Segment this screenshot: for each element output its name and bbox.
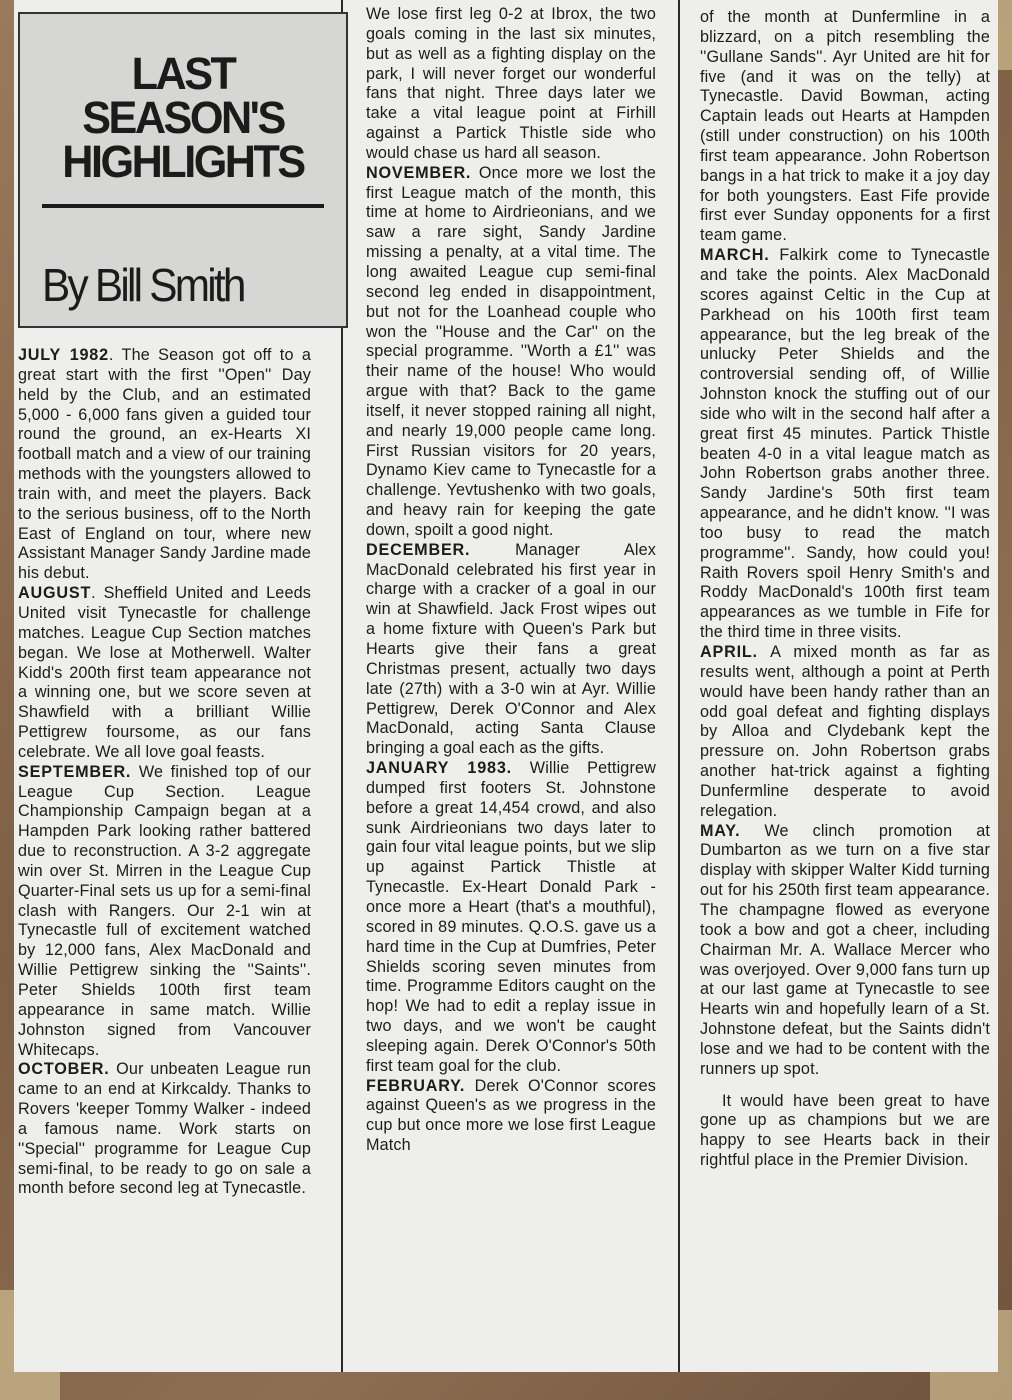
- month-heading: JULY 1982: [18, 346, 109, 364]
- paragraph-january: [366, 759, 656, 1077]
- month-heading: DECEMBER.: [366, 540, 471, 559]
- article-column-2: [366, 5, 656, 1156]
- paragraph-april: [700, 643, 990, 822]
- month-heading: APRIL.: [700, 643, 758, 661]
- paragraph-text: A mixed month as far as results went, although a point at Perth would have been handy rather than an odd goal defeat and fighting displays by Alloa and Clydebank kept the pressure on. John Robertson grabs another hat-trick against a fighting Dunfermline desperate to avoid relegation.: [700, 643, 990, 820]
- paragraph-text: Once more we lost the first League match of the month, this time at home to Airdrieonians, and we saw a rare sight, Sandy Jardine missing a penalty, at a vital time. The long awaited League cup semi-final second leg ended in disappointment, but not for the Loanhead couple who won the ''House and the Car'' on the special programme. ''Worth a £1'' was their name of the house! Who would argue with that? Back to the game itself, it never stopped raining all night, and nearly 19,000 people came long. First Russian visitors for 20 years, Dynamo Kiev came to Tynecastle for a challenge. Yevtushenko with two goals, and heavy rain for keeping the gate down, spoilt a good night.: [366, 163, 656, 539]
- paragraph-text: of the month at Dunfermline in a blizzard, on a pitch resembling the ''Gullane Sands''. Ayr United are hit for five (and it was on the telly) at Tynecastle. David Bowman, acting Captain leads out Hearts at Hampden (still under construction) on his 100th first team appearance. John Robertson bangs in a hat trick to make it a joy day for both youngsters. East Fife provide first ever Sunday opponents for a first team game.: [700, 8, 990, 245]
- paragraph-text: . The Season got off to a great start with the first ''Open'' Day held by the Club, and an estimated 5,000 - 6,000 fans given a guided tour round the ground, an ex-Hearts XI football match and a view of our training methods with the youngsters allowed to train with, and meet the players. Back to the serious business, off to the North East of England on tour, where new Assistant Manager Sandy Jardine made his debut.: [18, 346, 311, 583]
- title-line-1: LAST: [131, 48, 235, 99]
- paragraph-march: [700, 246, 990, 643]
- magazine-page: [14, 0, 998, 1372]
- month-heading: MARCH.: [700, 246, 770, 265]
- paragraph-december: [366, 541, 656, 759]
- month-heading: MAY.: [700, 821, 741, 840]
- paragraph-october-cont: [366, 5, 656, 164]
- paragraph-text: Falkirk come to Tynecastle and take the points. Alex MacDonald scores against Celtic in the Cup at Parkhead on his 100th first team appearance, but the leg break of the unlucky Peter Shields and the controversial sending off, of Willie Johnston knock the stuffing out of our side who wilt in the second half after a great first 45 minutes. Partick Thistle beaten 4-0 in a vital league match as John Robertson grabs another three. Sandy Jardine's 50th first team appearance, and he didn't know. ''I was too busy to read the match programme''. Sandy, how could you! Raith Rovers spoil Henry Smith's and Roddy MacDonald's 100th first team appearances as we tumble in Fife for the third time in three visits.: [700, 246, 990, 642]
- paragraph-closing: [700, 1092, 990, 1171]
- paragraph-may: [700, 822, 990, 1080]
- paragraph-text: . Sheffield United and Leeds United visit Tynecastle for challenge matches. League Cup Section matches began. We lose at Motherwell. Walter Kidd's 200th first team appearance not a winning one, but we score seven at Shawfield with a brilliant Willie Pettigrew foursome, as our fans celebrate. We all love goal feasts.: [18, 584, 311, 761]
- month-heading: JANUARY 1983.: [366, 759, 512, 778]
- paragraph-october: [18, 1060, 311, 1199]
- paragraph-july: [18, 346, 311, 584]
- paragraph-text: Manager Alex MacDonald celebrated his first year in charge with a cracker of a goal in our win at Shawfield. Jack Frost wipes out a home fixture with Queen's Park but Hearts give their fans a great Christmas present, actually two days late (27th) with a 3-0 win at Ayr. Willie Pettigrew, Derek O'Connor and Alex MacDonald, acting Santa Clause bringing a goal each as the gifts.: [366, 540, 656, 758]
- title-rule: [42, 204, 324, 208]
- paragraph-february-cont: [700, 8, 990, 246]
- paragraph-text: We finished top of our League Cup Section. League Championship Campaign began at a Hampden Park looking rather battered due to reconstruction. A 3-2 aggregate win over St. Mirren in the League Cup Quarter-Final sets us up for a semi-final clash with Rangers. Our 2-1 win at Tynecastle full of excitement watched by 12,000 fans, Alex MacDonald and Willie Pettigrew sinking the ''Saints''. Peter Shields 100th first team appearance in same match. Willie Johnston signed from Vancouver Whitecaps.: [18, 762, 311, 1059]
- paragraph-november: [366, 164, 656, 541]
- month-heading: NOVEMBER.: [366, 163, 472, 182]
- column-rule-right: [678, 0, 680, 1372]
- paragraph-text: We lose first leg 0-2 at Ibrox, the two goals coming in the last six minutes, but as well as a fighting display on the park, I will never forget our wonderful fans that night. Three days later we take a vital league point at Firhill against a Partick Thistle side who would chase us hard all season.: [366, 5, 656, 162]
- title-box: [18, 12, 348, 328]
- paragraph-text: We clinch promotion at Dumbarton as we turn on a five star display with skipper Walter Kidd turning out for his 250th first team appearance. The champagne flowed as everyone took a bow and got a cheer, including Chairman Mr. A. Wallace Mercer who was overjoyed. Over 9,000 fans turn up at our last game at Tynecastle to see Hearts win and hopefully learn of a St. Johnstone defeat, but the Saints didn't lose and we had to be content with the runners up spot.: [700, 821, 990, 1078]
- paragraph-september: [18, 763, 311, 1061]
- month-heading: FEBRUARY.: [366, 1076, 466, 1095]
- title-line-2: SEASON'S: [82, 92, 284, 143]
- paragraph-text: Derek O'Connor scores against Queen's as we progress in the cup but once more we lose first League Match: [366, 1076, 656, 1155]
- article-column-1: [18, 346, 311, 1199]
- article-column-3: [700, 8, 990, 1171]
- paragraph-text: Our unbeaten League run came to an end at Kirkcaldy. Thanks to Rovers 'keeper Tommy Walker - indeed a famous name. Work starts on ''Special'' programme for League Cup semi-final, to be ready to go on sale a month before second leg at Tynecastle.: [18, 1060, 311, 1198]
- month-heading: AUGUST: [18, 584, 92, 603]
- month-heading: OCTOBER.: [18, 1060, 110, 1079]
- paragraph-text: Willie Pettigrew dumped first footers St. Johnstone before a great 14,454 crowd, and also sunk Airdrieonians two days later to gain four vital league points, but we slip up against Partick Thistle at Tynecastle. Ex-Heart Donald Park - once more a Heart (that's a mouthful), scored in 89 minutes. Q.O.S. gave us a hard time in the Cup at Dumfries, Peter Shields scoring seven minutes from time. Programme Editors caught on the hop! We had to edit a replay issue in two days, and we won't be caught sleeping again. Derek O'Connor's 50th first team goal for the club.: [366, 759, 656, 1075]
- title-line-3: HIGHLIGHTS: [62, 136, 304, 187]
- month-heading: SEPTEMBER.: [18, 762, 132, 781]
- paragraph-february: [366, 1077, 656, 1156]
- byline: By Bill Smith: [42, 259, 244, 311]
- paragraph-august: [18, 584, 311, 763]
- paragraph-text: It would have been great to have gone up as champions but we are happy to see Hearts back in their rightful place in the Premier Division.: [700, 1091, 990, 1170]
